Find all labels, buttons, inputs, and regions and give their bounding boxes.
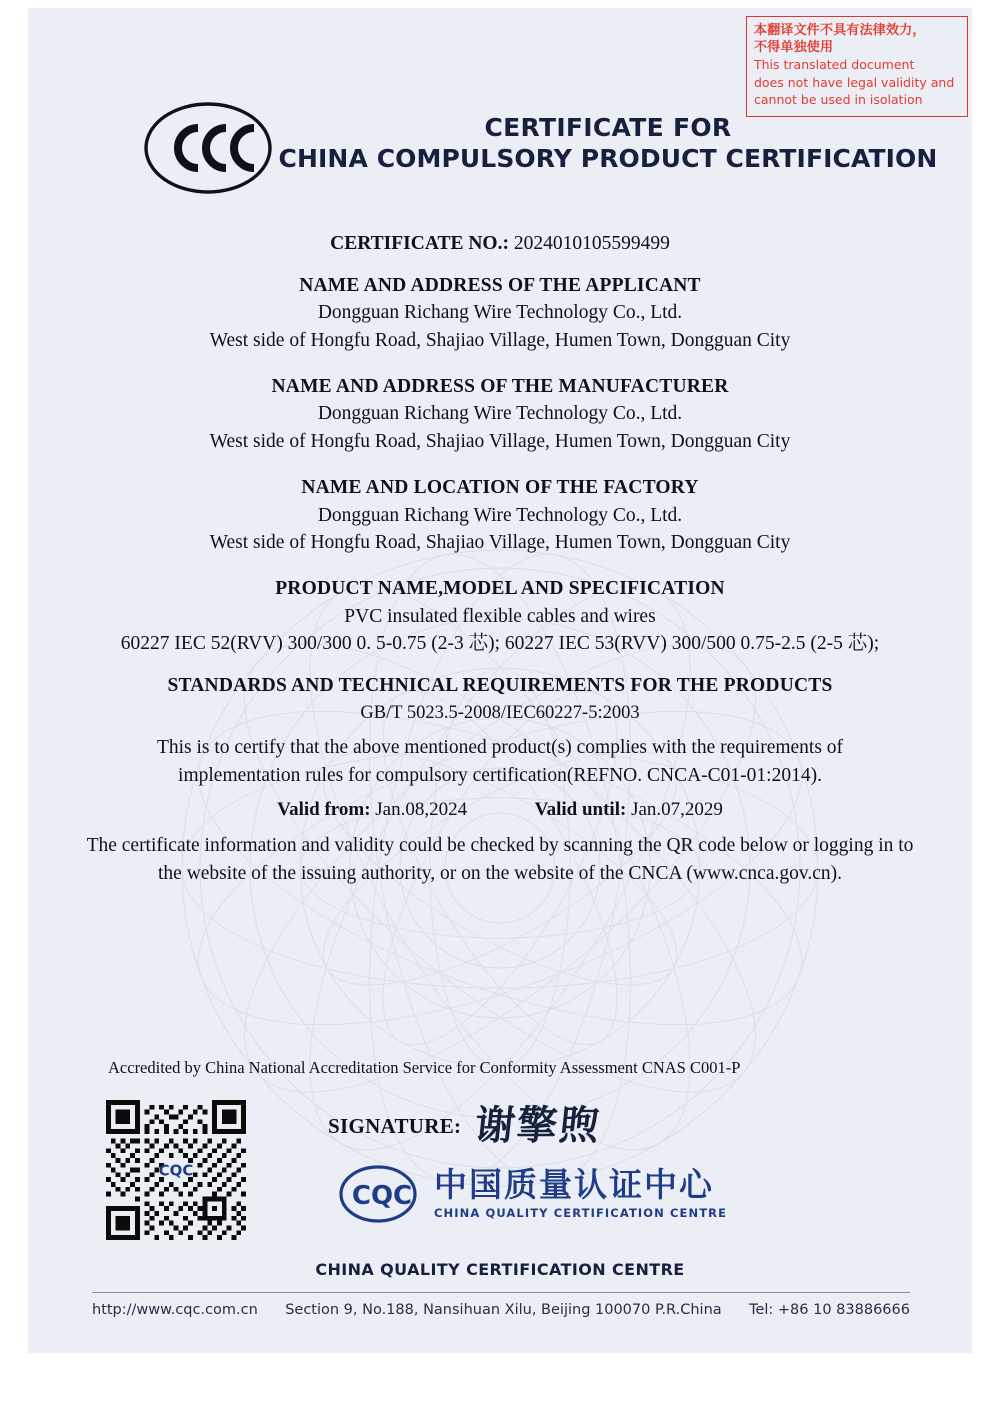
check-line-1: The certificate information and validity could be checked by scanning the QR code below or logging in to <box>86 835 914 857</box>
factory-heading: NAME AND LOCATION OF THE FACTORY <box>301 476 699 498</box>
valid-from-value: Jan.08,2024 <box>375 799 468 821</box>
valid-until-value: Jan.07,2029 <box>631 799 723 821</box>
signature-row <box>328 1103 748 1149</box>
disclaimer-cn-line1: 本翻译文件不具有法律效力， <box>754 23 926 38</box>
translation-disclaimer <box>746 16 968 117</box>
standards-value: GB/T 5023.5-2008/IEC60227-5:2003 <box>360 702 640 723</box>
cqc-name-en: CHINA QUALITY CERTIFICATION CENTRE <box>434 1206 728 1220</box>
issuing-centre-name: CHINA QUALITY CERTIFICATION CENTRE <box>315 1260 685 1279</box>
certificate-number-value: 2024010105599499 <box>513 233 670 254</box>
certificate-body <box>28 230 972 888</box>
validity-row <box>28 797 972 824</box>
disclaimer-en-line1: This translated document <box>754 57 915 73</box>
title-line-2: CHINA COMPULSORY PRODUCT CERTIFICATION <box>278 144 938 174</box>
title-line-1: CERTIFICATE FOR <box>484 113 732 142</box>
valid-until-label: Valid until: <box>534 799 627 821</box>
product-models: 60227 IEC 52(RVV) 300/300 0. 5-0.75 (2-3 芯); 60227 IEC 53(RVV) 300/500 0.75-2.5 (2-5 芯); <box>120 633 880 655</box>
footer-website[interactable]: http://www.cqc.com.cn <box>92 1302 258 1318</box>
svg-text:CQC: CQC <box>158 1161 194 1180</box>
certificate-number-row <box>28 230 972 258</box>
footer <box>92 1302 910 1318</box>
signature-label: SIGNATURE: <box>328 1113 462 1138</box>
disclaimer-en-line2: does not have legal validity and <box>754 74 955 90</box>
qr-code[interactable] <box>106 1100 246 1240</box>
statement-line-1: This is to certify that the above mentioned product(s) complies with the requirements of <box>156 736 844 758</box>
check-line-2: the website of the issuing authority, or on the website of the CNCA (www.cnca.gov.cn). <box>158 862 842 884</box>
valid-from-label: Valid from: <box>277 799 371 821</box>
certificate-number-label: CERTIFICATE NO.: <box>330 233 509 254</box>
svg-text:CQC: CQC <box>351 1181 413 1211</box>
factory-address: West side of Hongfu Road, Shajiao Village, Humen Town, Dongguan City <box>209 532 791 554</box>
disclaimer-en-line3: cannot be used in isolation <box>754 92 923 108</box>
certificate-title <box>278 112 938 176</box>
statement-line-2: implementation rules for compulsory certification(REFNO. CNCA-C01-01:2014). <box>178 764 822 786</box>
signature-handwriting: 谢擎煦 <box>472 1103 604 1149</box>
applicant-address: West side of Hongfu Road, Shajiao Village, Humen Town, Dongguan City <box>209 330 791 352</box>
ccc-logo-icon <box>138 100 278 196</box>
footer-address: Section 9, No.188, Nansihuan Xilu, Beijing 100070 P.R.China <box>285 1302 722 1318</box>
applicant-name: Dongguan Richang Wire Technology Co., Ltd. <box>317 302 683 324</box>
product-name: PVC insulated flexible cables and wires <box>344 605 656 627</box>
certificate-card <box>28 8 972 1353</box>
manufacturer-name: Dongguan Richang Wire Technology Co., Ltd. <box>317 403 683 425</box>
manufacturer-heading: NAME AND ADDRESS OF THE MANUFACTURER <box>271 375 729 397</box>
cqc-logo-block <box>338 1163 727 1225</box>
manufacturer-address: West side of Hongfu Road, Shajiao Village, Humen Town, Dongguan City <box>209 431 791 453</box>
standards-heading: STANDARDS AND TECHNICAL REQUIREMENTS FOR THE PRODUCTS <box>167 674 833 696</box>
accreditation-text: Accredited by China National Accreditation Service for Conformity Assessment CNAS C001-P <box>108 1058 741 1077</box>
disclaimer-cn-line2: 不得单独使用 <box>754 40 834 56</box>
factory-name: Dongguan Richang Wire Technology Co., Ltd. <box>317 504 683 526</box>
applicant-heading: NAME AND ADDRESS OF THE APPLICANT <box>299 274 701 296</box>
cqc-logo-icon <box>338 1163 434 1225</box>
footer-divider <box>92 1292 910 1293</box>
product-heading: PRODUCT NAME,MODEL AND SPECIFICATION <box>275 577 725 599</box>
cqc-name-cn: 中国质量认证中心 <box>434 1165 714 1204</box>
footer-telephone: Tel: +86 10 83886666 <box>749 1302 910 1318</box>
